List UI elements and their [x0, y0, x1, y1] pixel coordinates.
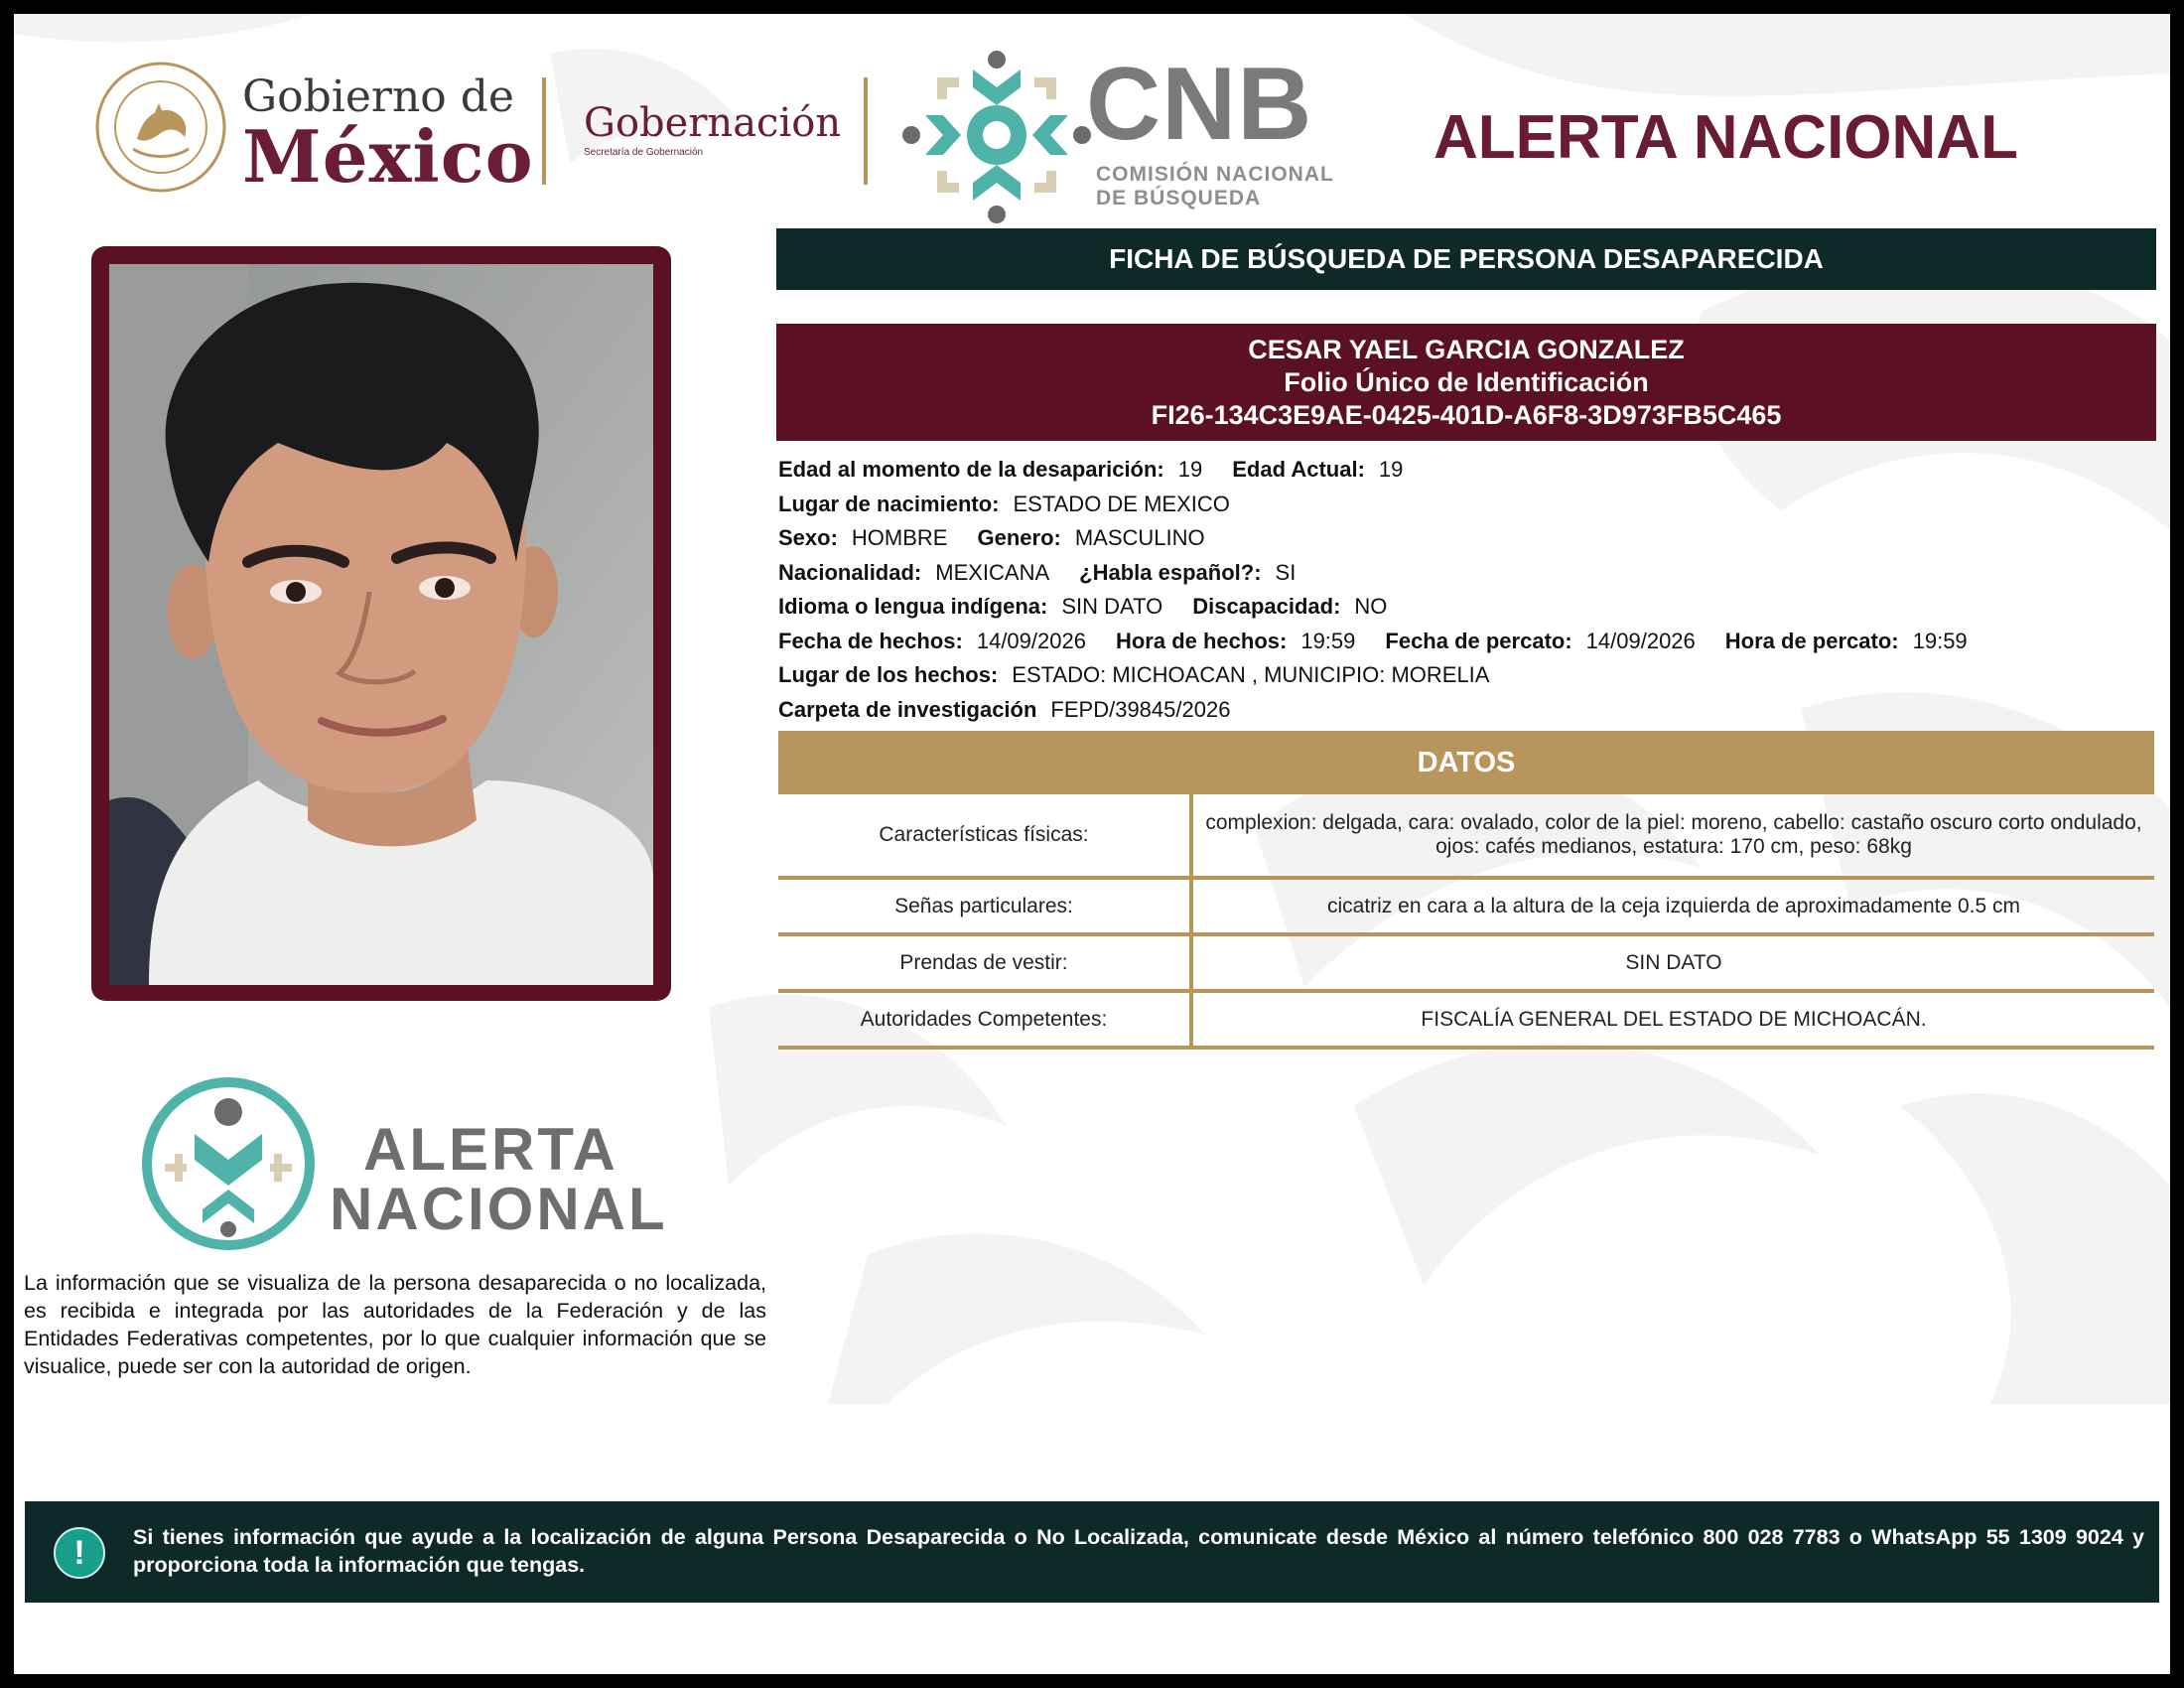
table-row: [778, 991, 2154, 1048]
alerta-logo-line2: NACIONAL: [330, 1176, 668, 1242]
autoridades-label: Autoridades Competentes:: [778, 991, 1191, 1048]
caracteristicas-label: Características físicas:: [778, 794, 1191, 878]
folio-label: Folio Único de Identificación: [1284, 367, 1649, 397]
datos-header: DATOS: [778, 731, 2154, 794]
cnb-logo-icon: [897, 44, 1096, 232]
edad-actual-value: 19: [1378, 457, 1404, 482]
disclaimer-text: La información que se visualiza de la persona desaparecida o no localizada, es recibida e integrada por las autoridades de la Federación y de las Entidades Federativas competentes, por lo que cualquier información que se visualice, puede ser con la autoridad de origen.: [24, 1271, 766, 1378]
discapacidad-label: Discapacidad:: [1192, 594, 1341, 619]
header-divider: [542, 77, 546, 185]
header-divider: [864, 77, 868, 185]
person-photo: [109, 264, 653, 985]
genero-label: Genero:: [977, 525, 1061, 550]
person-info: [778, 453, 1997, 727]
gobierno-de-text: Gobierno de: [242, 71, 514, 122]
mexico-seal-icon: [93, 60, 228, 195]
info-row-sexo: [778, 521, 1997, 556]
lugar-nacimiento-label: Lugar de nacimiento:: [778, 491, 1000, 516]
prendas-label: Prendas de vestir:: [778, 934, 1191, 991]
person-name-band: [776, 324, 2156, 441]
person-photo-image: [109, 264, 653, 985]
table-row: [778, 794, 2154, 878]
ficha-title-band: FICHA DE BÚSQUEDA DE PERSONA DESAPARECIDA: [776, 228, 2156, 290]
cnb-subtitle-2: DE BÚSQUEDA: [1096, 187, 1262, 210]
prendas-value: SIN DATO: [1191, 934, 2154, 991]
lugar-hechos-value: ESTADO: MICHOACAN , MUNICIPIO: MORELIA: [1012, 662, 1490, 687]
senas-value: cicatriz en cara a la altura de la ceja izquierda de aproximadamente 0.5 cm: [1191, 878, 2154, 934]
lugar-nacimiento-value: ESTADO DE MEXICO: [1013, 491, 1230, 516]
hora-hechos-value: 19:59: [1300, 628, 1356, 653]
alert-page: [14, 14, 2170, 1674]
lugar-hechos-label: Lugar de los hechos:: [778, 662, 999, 687]
cnb-text: CNB: [1086, 47, 1313, 162]
gobernacion-text: Gobernación: [584, 100, 842, 146]
footer-text: Si tienes información que ayude a la localización de alguna Persona Desaparecida o No Localizada, comunicate desde México al número telefónico 800 028 7783 o WhatsApp 55 1309 9024 y proporciona toda la información que tengas.: [133, 1525, 2144, 1577]
carpeta-value: FEPD/39845/2026: [1050, 696, 1231, 722]
alerta-logo-line1: ALERTA: [363, 1116, 618, 1183]
info-row-nacimiento: [778, 488, 1997, 522]
info-row-lugar-hechos: [778, 658, 1997, 693]
exclamation-icon: !: [54, 1527, 105, 1579]
senas-label: Señas particulares:: [778, 878, 1191, 934]
hora-percato-label: Hora de percato:: [1724, 628, 1899, 653]
autoridades-value: FISCALÍA GENERAL DEL ESTADO DE MICHOACÁN.: [1191, 991, 2154, 1048]
sexo-label: Sexo:: [778, 525, 838, 550]
table-row: [778, 878, 2154, 934]
gobernacion-subtitle: Secretaría de Gobernación: [584, 147, 704, 158]
info-row-fechas: [778, 625, 1997, 659]
nacionalidad-label: Nacionalidad:: [778, 559, 922, 585]
alerta-nacional-title: ALERTA NACIONAL: [1433, 103, 2018, 172]
person-name: CESAR YAEL GARCIA GONZALEZ: [1248, 335, 1685, 364]
sexo-value: HOMBRE: [851, 525, 948, 550]
edad-desaparicion-label: Edad al momento de la desaparición:: [778, 457, 1164, 482]
cnb-subtitle-1: COMISIÓN NACIONAL: [1096, 163, 1334, 186]
folio-value: FI26-134C3E9AE-0425-401D-A6F8-3D973FB5C465: [1151, 400, 1782, 430]
genero-value: MASCULINO: [1074, 525, 1205, 550]
info-row-nacionalidad: [778, 556, 1997, 591]
caracteristicas-value: complexion: delgada, cara: ovalado, color de la piel: moreno, cabello: castaño oscuro corto ondulado, ojos: cafés medianos, estatura: 170 cm, peso: 68kg: [1191, 794, 2154, 878]
mexico-text: México: [242, 114, 534, 199]
table-row: [778, 934, 2154, 991]
alerta-nacional-logo-icon: [139, 1074, 318, 1253]
fecha-hechos-value: 14/09/2026: [976, 628, 1086, 653]
info-row-idioma: [778, 590, 1997, 625]
info-row-carpeta: [778, 693, 1997, 728]
hora-percato-value: 19:59: [1912, 628, 1968, 653]
hora-hechos-label: Hora de hechos:: [1115, 628, 1288, 653]
habla-espanol-value: SI: [1275, 559, 1297, 585]
idioma-label: Idioma o lengua indígena:: [778, 594, 1048, 619]
datos-table: [778, 794, 2154, 1050]
info-row-edad: [778, 453, 1997, 488]
idioma-value: SIN DATO: [1061, 594, 1163, 619]
edad-actual-label: Edad Actual:: [1232, 457, 1365, 482]
fecha-percato-value: 14/09/2026: [1585, 628, 1696, 653]
fecha-percato-label: Fecha de percato:: [1385, 628, 1572, 653]
discapacidad-value: NO: [1354, 594, 1388, 619]
habla-espanol-label: ¿Habla español?:: [1079, 559, 1262, 585]
nacionalidad-value: MEXICANA: [935, 559, 1050, 585]
edad-desaparicion-value: 19: [1177, 457, 1203, 482]
carpeta-label: Carpeta de investigación: [778, 696, 1037, 722]
fecha-hechos-label: Fecha de hechos:: [778, 628, 963, 653]
